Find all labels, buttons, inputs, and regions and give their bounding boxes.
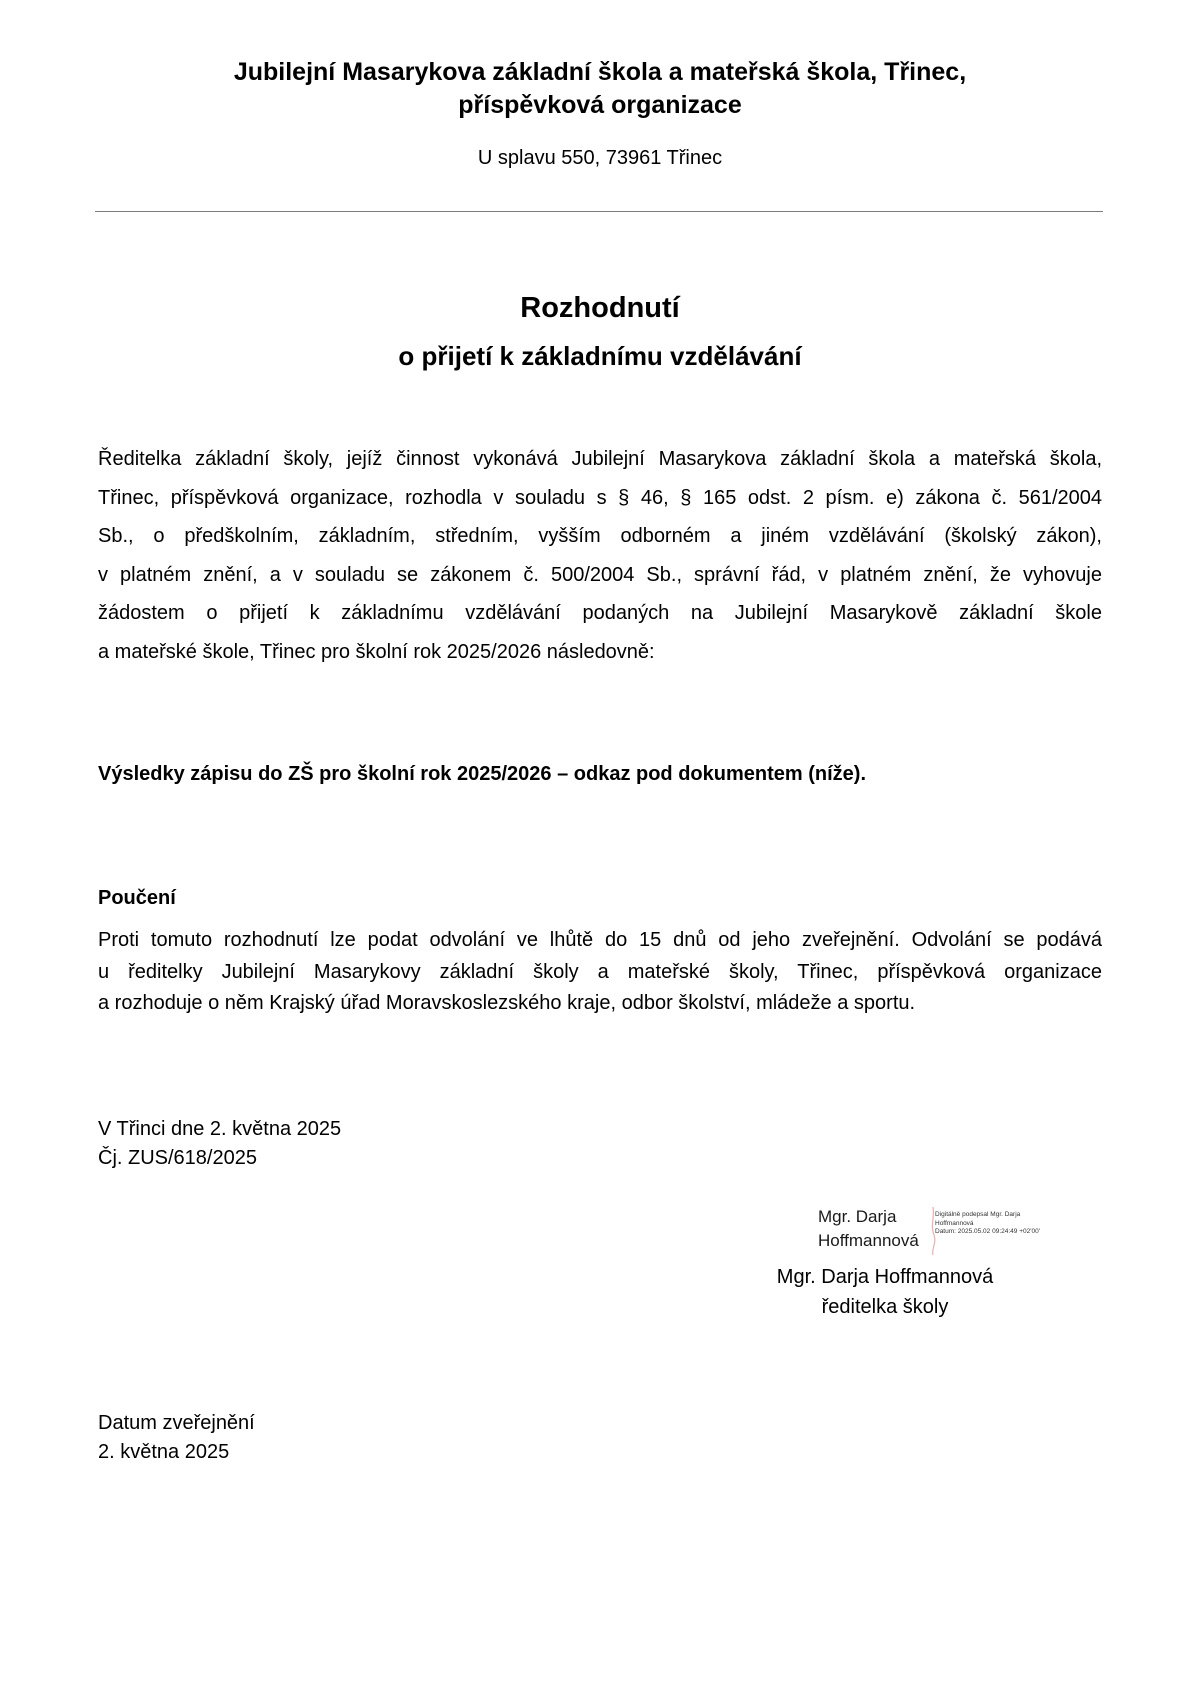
paragraph-line: Ředitelka základní školy, jejíž činnost vykonává Jubilejní Masarykova základní škola a mateřská škola, <box>98 448 1102 470</box>
paragraph-line: a mateřské škole, Třinec pro školní rok 2025/2026 následovně: <box>98 640 655 663</box>
school-address: U splavu 550, 73961 Třinec <box>477 147 723 169</box>
place-and-date: V Třinci dne 2. května 2025 <box>98 1118 342 1140</box>
signature-name <box>818 1205 919 1253</box>
signature-detail-line: Datum: 2025.05.02 09:24:49 +02'00' <box>935 1228 1040 1235</box>
publication-label: Datum zveřejnění <box>98 1412 255 1434</box>
publication-date: 2. května 2025 <box>98 1441 230 1463</box>
paragraph-line: v platném znění, a v souladu se zákonem č. 500/2004 Sb., správní řád, v platném znění, že vyhovuje <box>98 563 1102 586</box>
signature-name-line-2: Hoffmannová <box>818 1231 919 1250</box>
signature-detail-line: Digitálně podepsal Mgr. Darja <box>935 1211 1021 1218</box>
reference-number: Čj. ZUS/618/2025 <box>98 1147 257 1169</box>
results-note: Výsledky zápisu do ZŠ pro školní rok 2025/2026 – odkaz pod dokumentem (níže). <box>98 763 866 785</box>
paragraph-line: Třinec, příspěvková organizace, rozhodla v souladu s § 46, § 165 odst. 2 písm. e) zákona č. 561/2004 <box>98 486 1102 509</box>
header-divider <box>95 211 1103 212</box>
document-title: Rozhodnutí <box>520 292 680 324</box>
paragraph-line: Sb., o předškolním, základním, středním, vyšším odborném a jiném vzdělávání (školský zákon), <box>98 525 1102 547</box>
signature-details <box>935 1211 1040 1237</box>
digital-signature-stamp <box>818 1205 1058 1263</box>
instruction-heading: Poučení <box>98 887 176 909</box>
paragraph-line: žádostem o přijetí k základnímu vzdělávání podaných na Jubilejní Masarykově základní škole <box>98 602 1102 624</box>
instruction-line: a rozhoduje o něm Krajský úřad Moravskoslezského kraje, odbor školství, mládeže a sportu. <box>98 992 916 1014</box>
signature-detail-line: Hoffmannová <box>935 1219 974 1227</box>
instruction-line: Proti tomuto rozhodnutí lze podat odvolání ve lhůtě do 15 dnů od jeho zveřejnění. Odvolání se podává <box>98 929 1102 951</box>
signature-name-line-1: Mgr. Darja <box>818 1207 897 1226</box>
school-name-line-1: Jubilejní Masarykova základní škola a mateřská škola, Třinec, <box>233 58 967 86</box>
signer-role: ředitelka školy <box>821 1296 949 1318</box>
school-name <box>120 56 1080 122</box>
instruction-line: u ředitelky Jubilejní Masarykovy základní školy a mateřské školy, Třinec, příspěvková organizace <box>98 960 1102 983</box>
decision-paragraph <box>98 440 1102 671</box>
document-subtitle: o přijetí k základnímu vzdělávání <box>398 341 802 371</box>
school-name-line-2: příspěvková organizace <box>458 91 742 119</box>
signer-name: Mgr. Darja Hoffmannová <box>776 1266 994 1288</box>
instruction-text <box>98 925 1102 1020</box>
